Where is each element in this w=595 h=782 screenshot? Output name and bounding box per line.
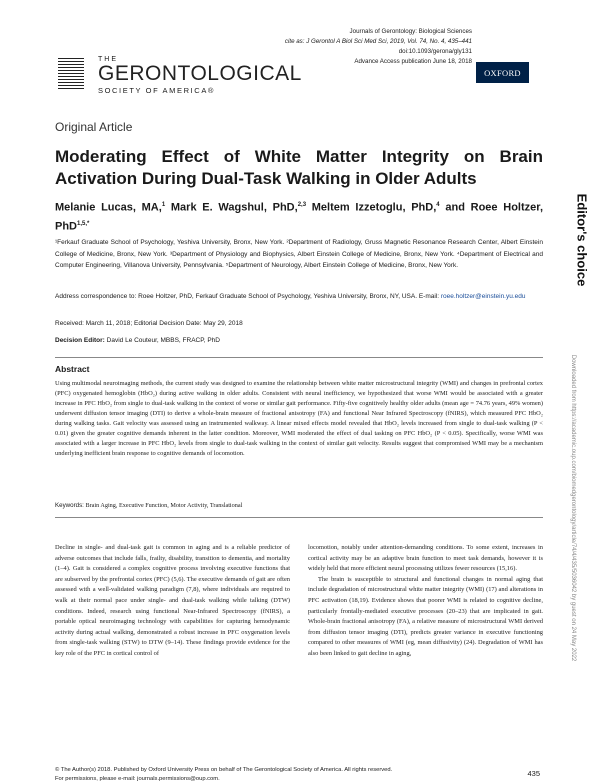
keywords (55, 502, 242, 509)
advance-access: Advance Access publication June 18, 2018 (354, 58, 472, 65)
logo-mark (58, 58, 84, 94)
logo-name: GERONTOLOGICAL (98, 62, 302, 85)
journal-name: Journals of Gerontology: Biological Sciences (349, 28, 472, 35)
society-logo (58, 56, 302, 98)
abstract-heading: Abstract (55, 364, 90, 374)
affiliations: ¹Ferkauf Graduate School of Psychology, Yeshiva University, Bronx, New York. ²Department of Radiology, Gruss Magnetic Resonance Research Center, Albert Einstein College of Medicine, Bronx, New York. ³Department of Physiology and Biophysics, Albert Einstein College of Medicine, Bronx, New York. ⁴Department of Electrical and Computer Engineering, Villanova University, Pennsylvania. ⁵Department of Neurology, Albert Einstein College of Medicine, Bronx, New York. (55, 239, 543, 269)
author-list (55, 197, 543, 234)
decision-editor (55, 337, 220, 344)
author-affil: 1,5,* (77, 220, 90, 227)
logo-society: SOCIETY OF AMERICA® (98, 86, 216, 95)
author-name[interactable]: Mark E. Wagshul, PhD, (170, 201, 298, 214)
keywords-label: Keywords: (55, 502, 84, 509)
author-name[interactable]: and Roee Holtzer, PhD (55, 201, 543, 233)
author-affil: 1 (161, 202, 166, 208)
author-affil: 4 (436, 202, 440, 208)
divider (55, 517, 543, 518)
keywords-value: Brain Aging, Executive Function, Motor Activity, Translational (85, 502, 243, 509)
article-type: Original Article (55, 120, 133, 134)
divider (55, 357, 543, 358)
abstract-body: Using multimodal neuroimaging methods, the current study was designed to examine the relationship between white matter microstructural integrity (WMI) and changes in prefrontal cortex (PFC) oxygenated hemoglobin (HbO₂) during active walking in older adults. Consistent with neural inefficiency, we hypothesized that worse WMI would be associated with a greater increase in PFC HbO₂ from single to dual-task walking in the context of worse or similar gait performance. Fifty-five cognitively healthy older adults (mean age = 74.76 years, 49% women) underwent diffusion tensor imaging (DTI) to derive a whole-brain measure of fractional anisotropy (FA) and functional Near Infrared Spectroscopy (fNIRS), which measured PFC HbO₂ during walking tasks. Gait velocity was assessed using an instrumented walkway. A linear mixed effects model revealed that HbO₂ levels increased from single to dual-task walking (P < 0.01) given the greater cognitive demands inherent in the latter condition. Moreover, WMI moderated the effect of dual tasking on PFC HbO₂ (P < 0.05). Specifically, worse WMI was associated with a larger increase in PFC HbO₂ levels from single to dual-task walking in the context of similar gait velocity. Results suggest that compromised WMI may be a mechanism underlying inefficient brain response to cognitive demands of locomotion. (55, 380, 543, 457)
correspondence (55, 291, 543, 303)
received-dates: Received: March 11, 2018; Editorial Decision Date: May 29, 2018 (55, 320, 243, 327)
author-name[interactable]: Melanie Lucas, MA, (55, 201, 162, 214)
citation: cite as: J Gerontol A Biol Sci Med Sci, 2019, Vol. 74, No. 4, 435–441 (284, 38, 472, 45)
decision-editor-label: Decision Editor: (55, 337, 105, 344)
paragraph: Decline in single- and dual-task gait is common in aging and is a reliable predictor of adverse outcomes that include falls, frailty, disability, transition to dementia, and mortality (1–4). Gait is considered a complex cognitive process involving executive functions that are subserved by the prefrontal cortex (PFC) (5,6). The executive demands of gait are often assessed with a well-validated walking paradigm (7,8), where individuals are required to walk at their normal pace under single- and dual-task walking while talking (DTW) conditions. Indeed, research using functional Near-Infrared Spectroscopy (fNIRS), a portable optical neuroimaging technology with capabilities for capturing hemodynamic activity during actual walking, demonstrated a robust increase in PFC oxygenation levels from single-task walking (STW) to DTW (9–14). These findings provide evidence for the key role of the PFC in cortical control of (55, 544, 290, 657)
paragraph: The brain is susceptible to structural and functional changes in normal aging that include degradation of microstructural white matter integrity (WMI) (17) and alterations in PFC activation (18,19). Evidence shows that poorer WMI is related to cognitive decline, particularly frontally-mediated executive processes (20–23) that are implicated in gait. Whole-brain fractional anisotropy (FA), a relative measure of microstructural WMI derived from diffusion tensor imaging (DTI), predicts greater variance in executive functioning compared to other measures of WMI (eg, mean diffusivity) (24). Degradation of WMI has also been linked to gait decline in aging, (308, 575, 543, 657)
correspondence-email[interactable]: roee.holtzer@einstein.yu.edu (440, 293, 526, 300)
page-number: 435 (527, 769, 540, 778)
decision-editor-name: David Le Couteur, MBBS, FRACP, PhD (106, 337, 220, 344)
article-title: Moderating Effect of White Matter Integrity on Brain Activation During Dual-Task Walking in Older Adults (55, 147, 543, 188)
doi[interactable]: doi:10.1093/gerona/gly131 (398, 48, 472, 55)
body-column-left (55, 543, 290, 660)
download-watermark: Downloaded from https://academic.oup.com/biomedgerontology/article/74/4/435/5036042 by guest on 24 May 2022 (570, 354, 576, 662)
oxford-logo: OXFORD (476, 62, 529, 83)
author-affil: 2,3 (297, 202, 307, 208)
correspondence-text: Address correspondence to: Roee Holtzer, PhD, Ferkauf Graduate School of Psychology, Yeshiva University, Bronx, NY, USA. E-mail: (55, 293, 441, 300)
paragraph: locomotion, notably under attention-demanding conditions. To some extent, increases in cortical activity may be an adaptive brain function to meet task demands, however it is widely held that more efficient neural processing utilizes fewer resources (15,16). (308, 544, 543, 573)
author-name[interactable]: Meltem Izzetoglu, PhD, (311, 201, 437, 214)
editors-choice-banner: Editor's choice (574, 193, 590, 287)
body-column-right (308, 543, 543, 660)
logo-the: THE (98, 56, 118, 63)
journal-meta (242, 27, 472, 67)
permissions: For permissions, please e-mail: journals.permissions@oup.com. (55, 776, 220, 782)
footer (55, 766, 485, 782)
copyright: © The Author(s) 2018. Published by Oxford University Press on behalf of The Gerontological Society of America. All rights reserved. (55, 767, 393, 773)
